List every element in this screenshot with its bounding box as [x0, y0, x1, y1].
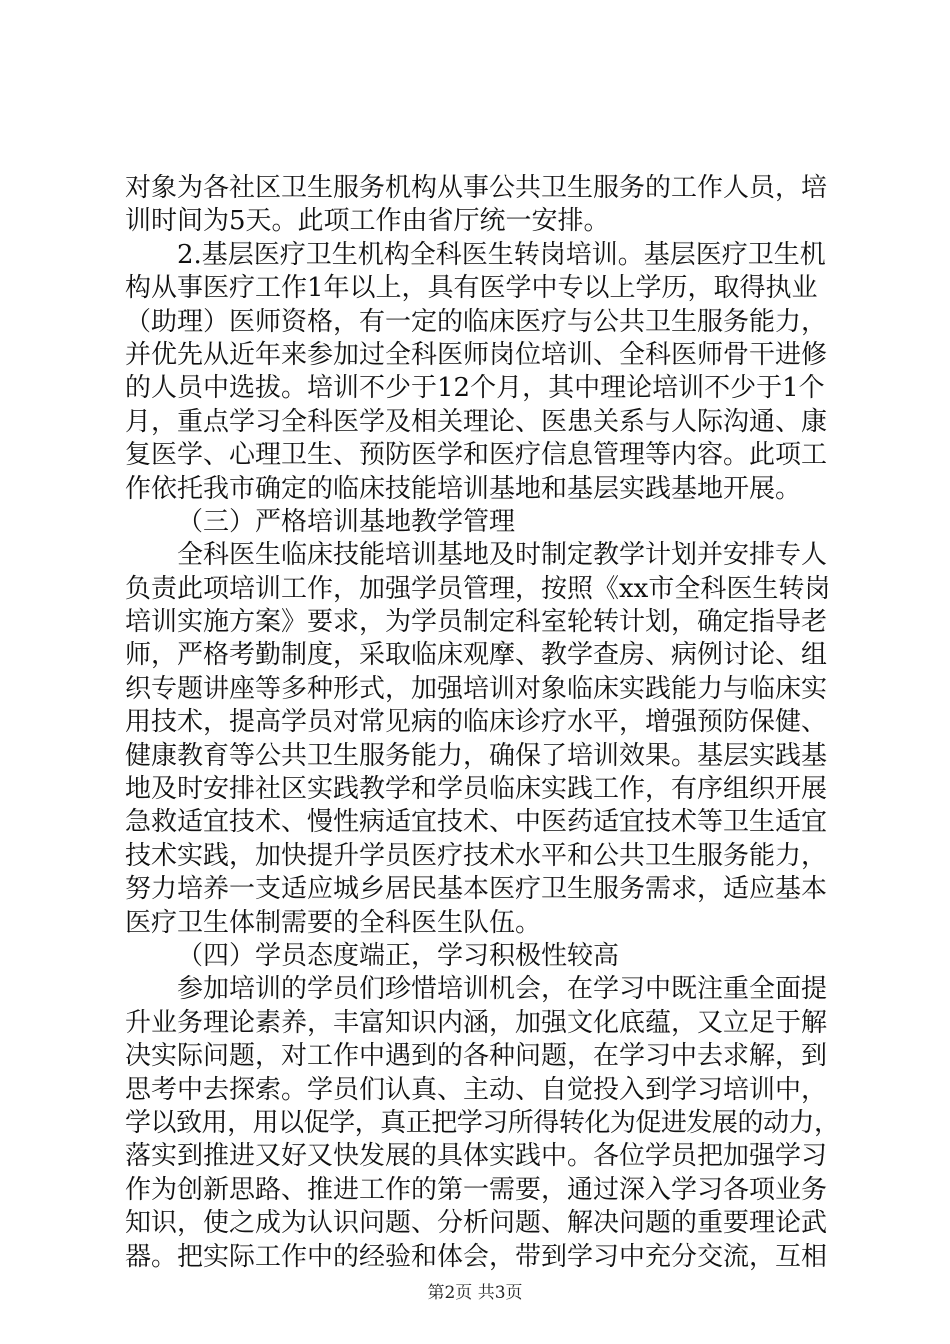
text-line: 急救适宜技术、慢性病适宜技术、中医药适宜技术等卫生适宜 — [125, 807, 828, 838]
text-line: （助理）医师资格，有一定的临床医疗与公共卫生服务能力， — [125, 306, 828, 337]
text-line: 并优先从近年来参加过全科医师岗位培训、全科医师骨干进修 — [125, 339, 828, 370]
text-line: 地及时安排社区实践教学和学员临床实践工作，有序组织开展 — [125, 774, 828, 805]
text-line: 2.基层医疗卫生机构全科医生转岗培训。基层医疗卫生机 — [177, 239, 826, 270]
text-line: 培训实施方案》要求，为学员制定科室轮转计划，确定指导老 — [125, 607, 828, 638]
text-line: 作为创新思路、推进工作的第一需要，通过深入学习各项业务 — [125, 1174, 828, 1205]
text-line: 落实到推进又好又快发展的具体实践中。各位学员把加强学习 — [125, 1141, 828, 1172]
text-line: 负责此项培训工作，加强学员管理，按照《xx市全科医生转岗 — [125, 573, 831, 604]
text-line: 用技术，提高学员对常见病的临床诊疗水平，增强预防保健、 — [125, 707, 828, 738]
text-line: 全科医生临床技能培训基地及时制定教学计划并安排专人 — [177, 540, 828, 571]
document-body — [125, 172, 840, 1274]
text-line: 构从事医疗工作1年以上，具有医学中专以上学历，取得执业 — [125, 273, 818, 304]
text-line: 参加培训的学员们珍惜培训机会，在学习中既注重全面提 — [177, 974, 828, 1005]
text-line: 努力培养一支适应城乡居民基本医疗卫生服务需求，适应基本 — [125, 874, 828, 905]
text-line: 医疗卫生体制需要的全科医生队伍。 — [125, 907, 542, 938]
text-line: 复医学、心理卫生、预防医学和医疗信息管理等内容。此项工 — [125, 440, 828, 471]
text-line: 升业务理论素养，丰富知识内涵，加强文化底蕴，又立足于解 — [125, 1007, 828, 1038]
text-line: 思考中去探索。学员们认真、主动、自觉投入到学习培训中， — [125, 1074, 828, 1105]
text-line: 训时间为5天。此项工作由省厅统一安排。 — [125, 206, 610, 237]
text-line: 月，重点学习全科医学及相关理论、医患关系与人际沟通、康 — [125, 406, 828, 437]
text-line: 的人员中选拔。培训不少于12个月，其中理论培训不少于1个 — [125, 373, 825, 404]
text-line: 作依托我市确定的临床技能培训基地和基层实践基地开展。 — [125, 473, 802, 504]
text-line: 师，严格考勤制度，采取临床观摩、教学查房、病例讨论、组 — [125, 640, 828, 671]
text-line: 技术实践，加快提升学员医疗技术水平和公共卫生服务能力， — [125, 840, 828, 871]
text-line: 器。把实际工作中的经验和体会，带到学习中充分交流，互相 — [125, 1241, 828, 1272]
text-line: 健康教育等公共卫生服务能力，确保了培训效果。基层实践基 — [125, 740, 828, 771]
page-footer: 第2页 共3页 — [427, 1283, 523, 1303]
text-line: （三）严格培训基地教学管理 — [177, 506, 516, 537]
text-line: 织专题讲座等多种形式，加强培训对象临床实践能力与临床实 — [125, 673, 828, 704]
text-line: 决实际问题，对工作中遇到的各种问题，在学习中去求解，到 — [125, 1041, 828, 1072]
text-line: 知识，使之成为认识问题、分析问题、解决问题的重要理论武 — [125, 1208, 828, 1239]
text-line: 学以致用，用以促学，真正把学习所得转化为促进发展的动力， — [125, 1107, 840, 1138]
text-line: （四）学员态度端正，学习积极性较高 — [177, 940, 620, 971]
text-line: 对象为各社区卫生服务机构从事公共卫生服务的工作人员，培 — [125, 173, 828, 203]
